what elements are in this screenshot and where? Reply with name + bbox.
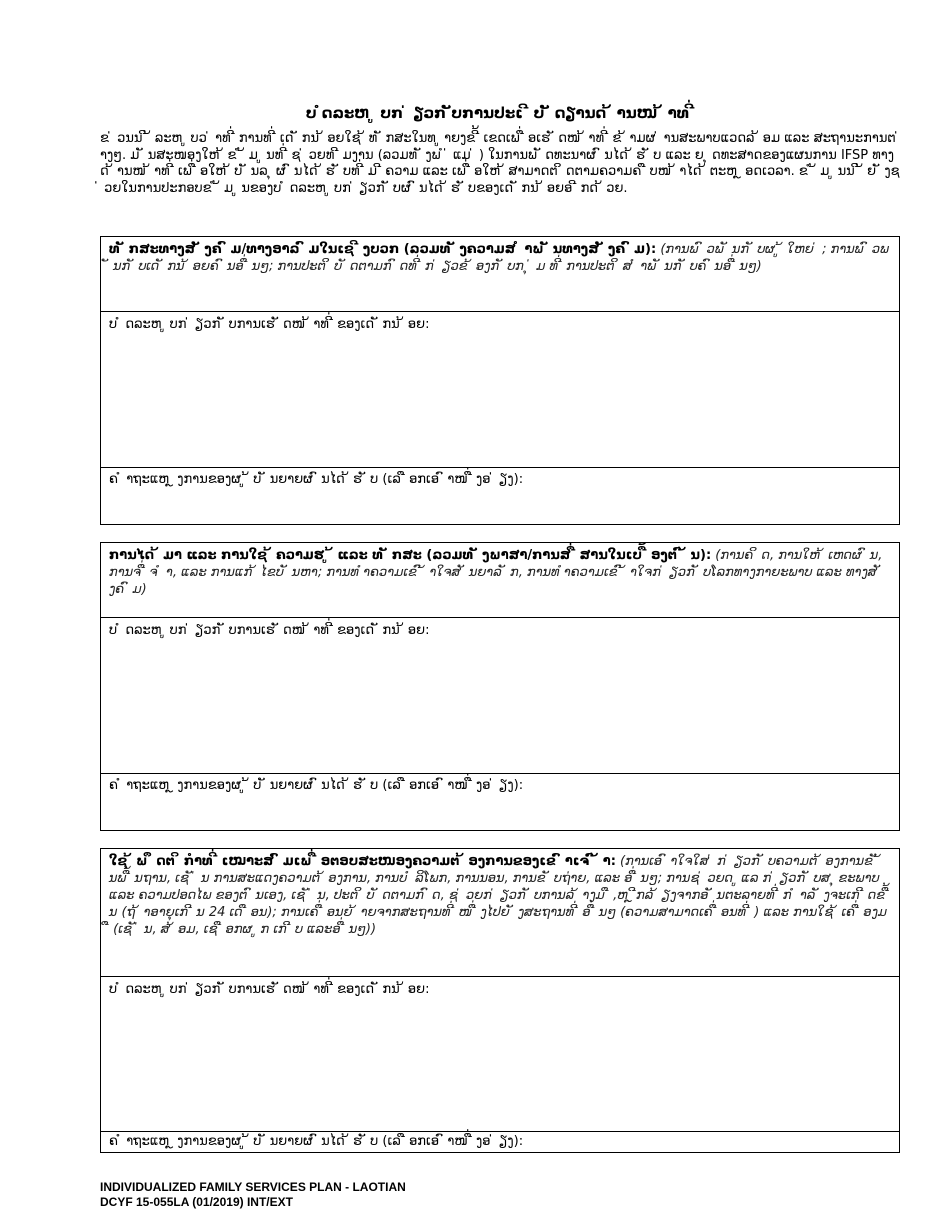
functioning-summary-input[interactable] xyxy=(109,338,891,461)
section-heading-bold: ທ ັ ກສະທາງສ ັ ງຄ ົ ມ/ທາງອາລ ົ ມໃນເຊ ີ ງບວກ (ລວມທ ັ ງຄວາມສ ໍ າພ ັ ນທາງສ ັ ງຄ ົ ມ): xyxy=(109,242,657,257)
page-title: ບ ໍດລະຫ ູ ບກ ່ ຽວກ ັບການປະເ ີ ບ ັ ດຽານດ ້ ານໜ ້ າທ ີ່ xyxy=(305,104,695,122)
section-heading xyxy=(101,543,899,618)
section-social-emotional xyxy=(100,236,900,525)
section-heading xyxy=(101,849,899,977)
outcome-rating-label: ຄ ໍ າຖະແຫ ຼ ງການຂອງຜ ູ ້ ບ ັ ນຍາຍຜ ົ ນໄດ ້ ຮ ັ ບ (ເລ ື ອກເອ ົ າໜ ື່ ງອ ່ ຽງ): xyxy=(109,778,524,793)
outcome-rating-label: ຄ ໍ າຖະແຫ ຼ ງການຂອງຜ ູ ້ ບ ັ ນຍາຍຜ ົ ນໄດ ້ ຮ ັ ບ (ເລ ື ອກເອ ົ າໜ ື່ ງອ ່ ຽງ): xyxy=(109,472,524,487)
section-appropriate-behaviors xyxy=(100,848,900,1153)
functioning-summary-box xyxy=(101,977,899,1132)
section-heading-bold: ໃຊ ້ ພ ຶ ດຕ ິ ກໍາທ ີ່ ເໝາະສ ົ ມເພ ື່ ອຕອບສະໜອງຄວາມຕ ້ ອງການຂອງເຂ ົ າເຈ ົ ້ າ: xyxy=(109,854,616,869)
section-heading-examples: (ການພ ົ ວພ ັ ນກ ັ ບຜ ູ ້ ໃຫຍ ່ ; ການພ ົ ວພ ັ ນກ ັ ບເດ ັ ກນ ້ ອຍຄ ົ ນອ ື່ ນໆ; ການປະຕ ິ ບ ັ ດຕາມກ ົ ດທ ີ່ ກ ່ ຽວຂ ້ ອງກ ັ ບກ ຸ ່ ມ ທ ີ່ ການປະຕ ິ ສ ໍ າພ ັ ນກ ັ ບຄ ົ ນອ ື່ ນໆ) xyxy=(109,242,890,274)
functioning-summary-input[interactable] xyxy=(109,644,891,767)
form-name: INDIVIDUALIZED FAMILY SERVICES PLAN - LAOTIAN xyxy=(100,1180,406,1194)
section-heading xyxy=(101,237,899,312)
functioning-summary-label: ບ ໍ ດລະຫ ູ ບກ ່ ຽວກ ັ ບການເຮ ັ ດໜ ້ າທ ີ່ ຂອງເດ ັ ກນ ້ ອຍ: xyxy=(109,623,430,638)
outcome-rating-label: ຄ ໍ າຖະແຫ ຼ ງການຂອງຜ ູ ້ ບ ັ ນຍາຍຜ ົ ນໄດ ້ ຮ ັ ບ (ເລ ື ອກເອ ົ າໜ ື່ ງອ ່ ຽງ): xyxy=(109,1134,524,1149)
functioning-summary-input[interactable] xyxy=(109,1003,891,1125)
outcome-rating-row[interactable] xyxy=(101,468,899,491)
section-heading-bold: ການໄດ ້ ມາ ແລະ ການໃຊ ້ ຄວາມຮ ູ ້ ແລະ ທ ັ ກສະ (ລວມທ ັ ງພາສາ/ການສ ື່ ສານໃນເບ ື້ ອງຕ ົ ້ ນ): xyxy=(109,548,712,563)
section-knowledge-skills xyxy=(100,542,900,831)
section-heading-examples: (ການເອ ົ າໃຈໃສ ່ ກ ່ ຽວກ ັ ບຄວາມຕ ້ ອງການຂ ັ ້ ນພ ື້ ນຖານ, ເຊ ັ ່ ນ ການສະແດງຄວາມຕ ້ ອງການ, ການບ ໍ ລິໂພກ, ການນອນ, ການຂ ັ ບຖ່າຍ, ແລະ ອ ື່ ນໆ; ການຊ ່ ວຍດ ູ ແລ ກ ່ ຽວກ ັ ບສ ຸ ຂະພາບ ແລະ ຄວາມປອດໄພ ຂອງຕ ົ ນເອງ, ເຊ ັ ່ ນ, ປະຕ ິ ບ ັ ດຕາມກ ົ ດ, ຊ ່ ວຍກ ່ ຽວກ ັ ບການລ ້ າງມ ື ,ຫ ຼ ີກລ ້ ຽງຈາກອ ັ ນຕະລາຍທ ີ່ ກ ໍ າລ ັ ງຈະເກ ີ ດຂ ື້ ນ (ຖ ້ າອາຍຸເກ ີ ນ 24 ເດ ື ອນ); ການເຄ ື່ ອນຍ ້ າຍຈາກສະຖານທ ີ່ ໜ ື່ ງໄປຍ ັ ງສະຖານທ ີ່ ອ ື່ ນໆ (ຄວາມສາມາດເຄ ື່ ອນທ ີ່ ) ແລະ ການໃຊ ້ ເຄ ື່ ອງມ ື (ເຊ ັ ່ ນ, ສ ້ ອມ, ເຊ ື ອກຜ ູ ກ ເກ ີ ບ ແລະອ ື່ ນໆ)) xyxy=(109,854,890,937)
functioning-summary-label: ບ ໍ ດລະຫ ູ ບກ ່ ຽວກ ັ ບການເຮ ັ ດໜ ້ າທ ີ່ ຂອງເດ ັ ກນ ້ ອຍ: xyxy=(109,982,430,997)
form-number: DCYF 15-055LA (01/2019) INT/EXT xyxy=(100,1195,293,1209)
section-heading-examples: (ການຄ ິ ດ, ການໃຫ ້ ເຫດຜ ົ ນ, ການຈ ື່ ຈ ໍ າ, ແລະ ການແກ ້ ໄຂບ ັ ນຫາ; ການທ ໍາຄວາມເຂ ົ ້ າໃຈສ ັ ນຍາລ ັ ກ, ການທ ໍາຄວາມເຂ ົ ້ າໃຈກ ່ ຽວກ ັ ບໂລກທາງກາຍະພາບ ແລະ ທາງສ ັ ງຄ ົ ມ) xyxy=(109,548,883,597)
functioning-summary-box xyxy=(101,312,899,468)
outcome-rating-row[interactable] xyxy=(101,1132,899,1153)
form-footer xyxy=(100,1180,406,1210)
functioning-summary-label: ບ ໍ ດລະຫ ູ ບກ ່ ຽວກ ັ ບການເຮ ັ ດໜ ້ າທ ີ່ ຂອງເດ ັ ກນ ້ ອຍ: xyxy=(109,317,430,332)
functioning-summary-box xyxy=(101,618,899,774)
outcome-rating-row[interactable] xyxy=(101,774,899,797)
intro-paragraph: ຂ ່ ວນນ ີ ້ ລະຫ ູ ບວ ່ າທ ີ່ ການທ ີ່ ເດ ັ ກນ ້ ອຍໃຊ ້ ທ ັ ກສະໃນທ ູ າຍງຂ ີ້ ເຂດເພ ື່ ອເຮ ັ ດໜ ້ າທ ີ່ ຂ ້ າມຜ ່ ານສະພາບແວດລ ້ ອມ ແລະ ສະຖານະການຕ ່ າງໆ. ມ ັ ນສະໜອງໃຫ ້ ຂ ໍ ້ ມ ູ ນທ ີ່ ຊ ່ ວຍທ ີ ມງານ (ລວມທ ັ ງພ ໍ ່ ແມ ່ ) ໃນການພ ັ ດທະນາຜ ົ ນໄດ ້ ຮ ັ ບ ແລະ ຍ ຸ ດທະສາດຂອງແຜນການ IFSP ທາງດ ້ ານໜ ້ າທ ີ່ ເພ ື່ ອໃຫ ້ ບ ັ ນລ ຸ ຜ ົ ນໄດ ້ ຮ ັ ບທ ີ່ ມ ີ ຄວາມ ແລະ ເພ ື່ ອໃຫ ້ ສາມາດຕ ິ ດຕາມຄວາມຄ ື ບໜ ້ າໄດ ້ ຕະຫ ຼ ອດເວລາ. ຂ ໍ ້ ມ ູ ນນ ີ ້ ຍ ັ ງຊ ່ ວຍໃນການປະກອບຂ ໍ ້ ມ ູ ນຂອງບ ໍ ດລະຫ ູ ບກ ່ ຽວກ ັ ບຜ ົ ນໄດ ້ ຮ ັ ບຂອງເດ ັ ກນ ້ ອຍອ ີ ກດ ້ ວຍ. xyxy=(100,131,900,196)
